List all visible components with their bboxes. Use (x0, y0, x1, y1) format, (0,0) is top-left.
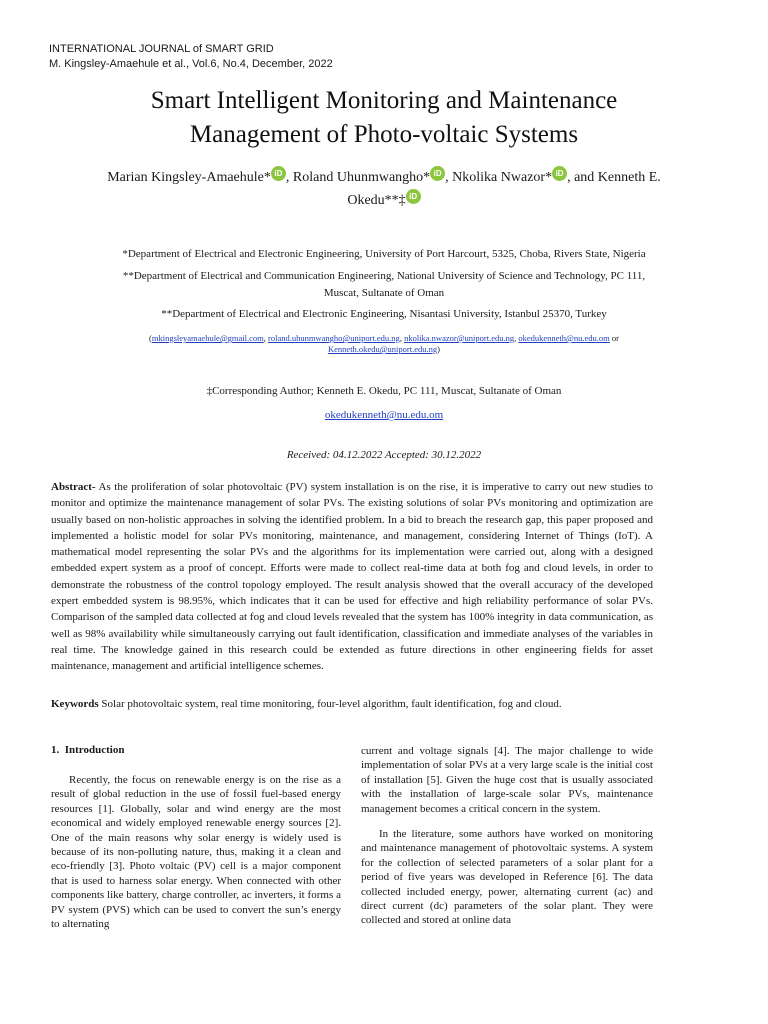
intro-paragraph-2: In the literature, some authors have worked on monitoring and maintenance management of photovoltaic systems. A system for the collection of selected parameters of a solar plant for a period of five years was developed in Reference [6]. The data collected included energy, power, alternating current (ac) and direct current (dc) parameters of the solar plant. They were collected and stored at online data (361, 828, 653, 927)
email-list (80, 333, 688, 355)
author-4: , and Kenneth E. (567, 170, 661, 185)
email-link-2[interactable]: roland.uhunmwangho@uniport.edu.ng (268, 333, 400, 343)
paren: ) (437, 344, 440, 354)
email-link-3[interactable]: nkolika.nwazor@uniport.edu.ng (404, 333, 515, 343)
separator: , (514, 333, 519, 343)
author-1: Marian Kingsley-Amaehule* (107, 170, 271, 185)
journal-name: INTERNATIONAL JOURNAL of SMART GRID (49, 43, 274, 55)
abstract (51, 479, 653, 675)
title-line-1: Smart Intelligent Monitoring and Maintenance (150, 87, 618, 114)
abstract-text: As the proliferation of solar photovoltaic (PV) system installation is on the rise, it is imperative to carry out new studies to monitor and optimize the maintenance management of solar PVs. The existing solutions of solar PVs monitoring and optimization are usually based on non-holistic approaches in solving the identified problem. In a bid to breach the research gap, this paper proposed and implemented a holistic model for solar PVs monitoring, maintenance, and management, considering Internet of Things (IoT). A mathematical model representing the solar PVs and the algorithms for its implementation were carried out, along with a designed embedded expert system as a proof of concept. Efforts were made to collect real-time data at both fog and cloud levels, in order to demonstrate the robustness of the control topology employed. The result analysis showed that the overall accuracy of the developed expert embedded system is 98.95%, which indicates that it can be used for effective and high reliability performance of solar PVs. Comparison of the sampled data collected at fog and cloud levels revealed that the system has 100% integrity in data communication, as well as 98% availability while simultaneously carrying out fault identification, classification and immediate analyses of the variables in real time. The knowledge gained in this research could be extended as future directions in other engineering fields for asset maintenance, management and artificial intelligence schemes. (51, 481, 653, 673)
email-link-4[interactable]: okedukenneth@nu.edu.om (518, 333, 610, 343)
corresponding-dagger: ‡ (398, 193, 406, 208)
orcid-icon[interactable]: iD (406, 189, 421, 204)
paren: ( (149, 333, 152, 343)
affiliation-1: *Department of Electrical and Electronic Engineering, University of Port Harcourt, 5325, Choba, Rivers State, Nigeria (122, 248, 646, 260)
intro-paragraph-1-cont: current and voltage signals [4]. The major challenge to wide implementation of solar PVs at a very large scale is the initial cost of installation [5]. Given the huge cost that is usually associated with the installation of large-scale solar PVs, maintenance management becomes a critical concern in the system. (361, 745, 653, 815)
author-list (55, 166, 713, 212)
email-link-5[interactable]: Kenneth.okedu@uniport.edu.ng (328, 344, 438, 354)
intro-right-column (361, 744, 653, 928)
affiliation-3: **Department of Electrical and Electronic Engineering, Nisantasi University, Istanbul 25370, Turkey (161, 308, 607, 320)
dagger-mark: ‡ (206, 385, 213, 397)
citation-line: M. Kingsley-Amaehule et al., Vol.6, No.4, December, 2022 (49, 58, 333, 70)
author-3: , Nkolika Nwazor* (445, 170, 553, 185)
author-2: , Roland Uhunmwangho* (285, 170, 431, 185)
corresponding-text: Corresponding Author; Kenneth E. Okedu, PC 111, Muscat, Sultanate of Oman (212, 385, 562, 397)
corresponding-author (0, 385, 768, 397)
or-text: or (609, 333, 619, 343)
author-4-cont: Okedu** (347, 193, 399, 208)
email-link-1[interactable]: mkingsleyamaehule@gmail.com (151, 333, 264, 343)
affiliation-2: **Department of Electrical and Communication Engineering, National University of Science and Technology, PC 111, (122, 270, 646, 282)
intro-left-column (51, 773, 341, 931)
title-line-2: Management of Photo-voltaic Systems (189, 121, 579, 148)
corresponding-email-wrap (0, 409, 768, 421)
affiliation-2-cont: Muscat, Sultanate of Oman (323, 287, 445, 299)
separator: , (399, 333, 405, 343)
intro-paragraph-1: Recently, the focus on renewable energy is on the rise as a result of global reduction in the use of fossil fuel-based energy resources [1]. Globally, solar and wind energy are the most economical and widely employed renewable energy sources [2]. One of the main reasons why solar energy is widely used is because of its non-polluting nature, thus, making it a clean and eco-friendly [3]. Photo voltaic (PV) cell is a major component that is used to harness solar energy. When connected with other components like battery, charge controller, ac inverters, it forms a PV system (PVS) which can be used to convert the sun’s energy to alternating (51, 774, 341, 931)
keywords (51, 698, 653, 710)
abstract-label: Abstract- (51, 481, 96, 493)
corresponding-email-link[interactable]: okedukenneth@nu.edu.om (324, 409, 444, 421)
orcid-icon[interactable]: iD (271, 166, 286, 181)
keywords-label: Keywords (51, 698, 99, 710)
separator: , (263, 333, 269, 343)
section-heading-introduction: 1. Introduction (51, 744, 125, 756)
keywords-text: Solar photovoltaic system, real time monitoring, four-level algorithm, fault identification, fog and cloud. (98, 698, 562, 710)
orcid-icon[interactable]: iD (552, 166, 567, 181)
orcid-icon[interactable]: iD (430, 166, 445, 181)
paper-title (0, 84, 768, 152)
received-dates: Received: 04.12.2022 Accepted: 30.12.2022 (286, 449, 482, 461)
